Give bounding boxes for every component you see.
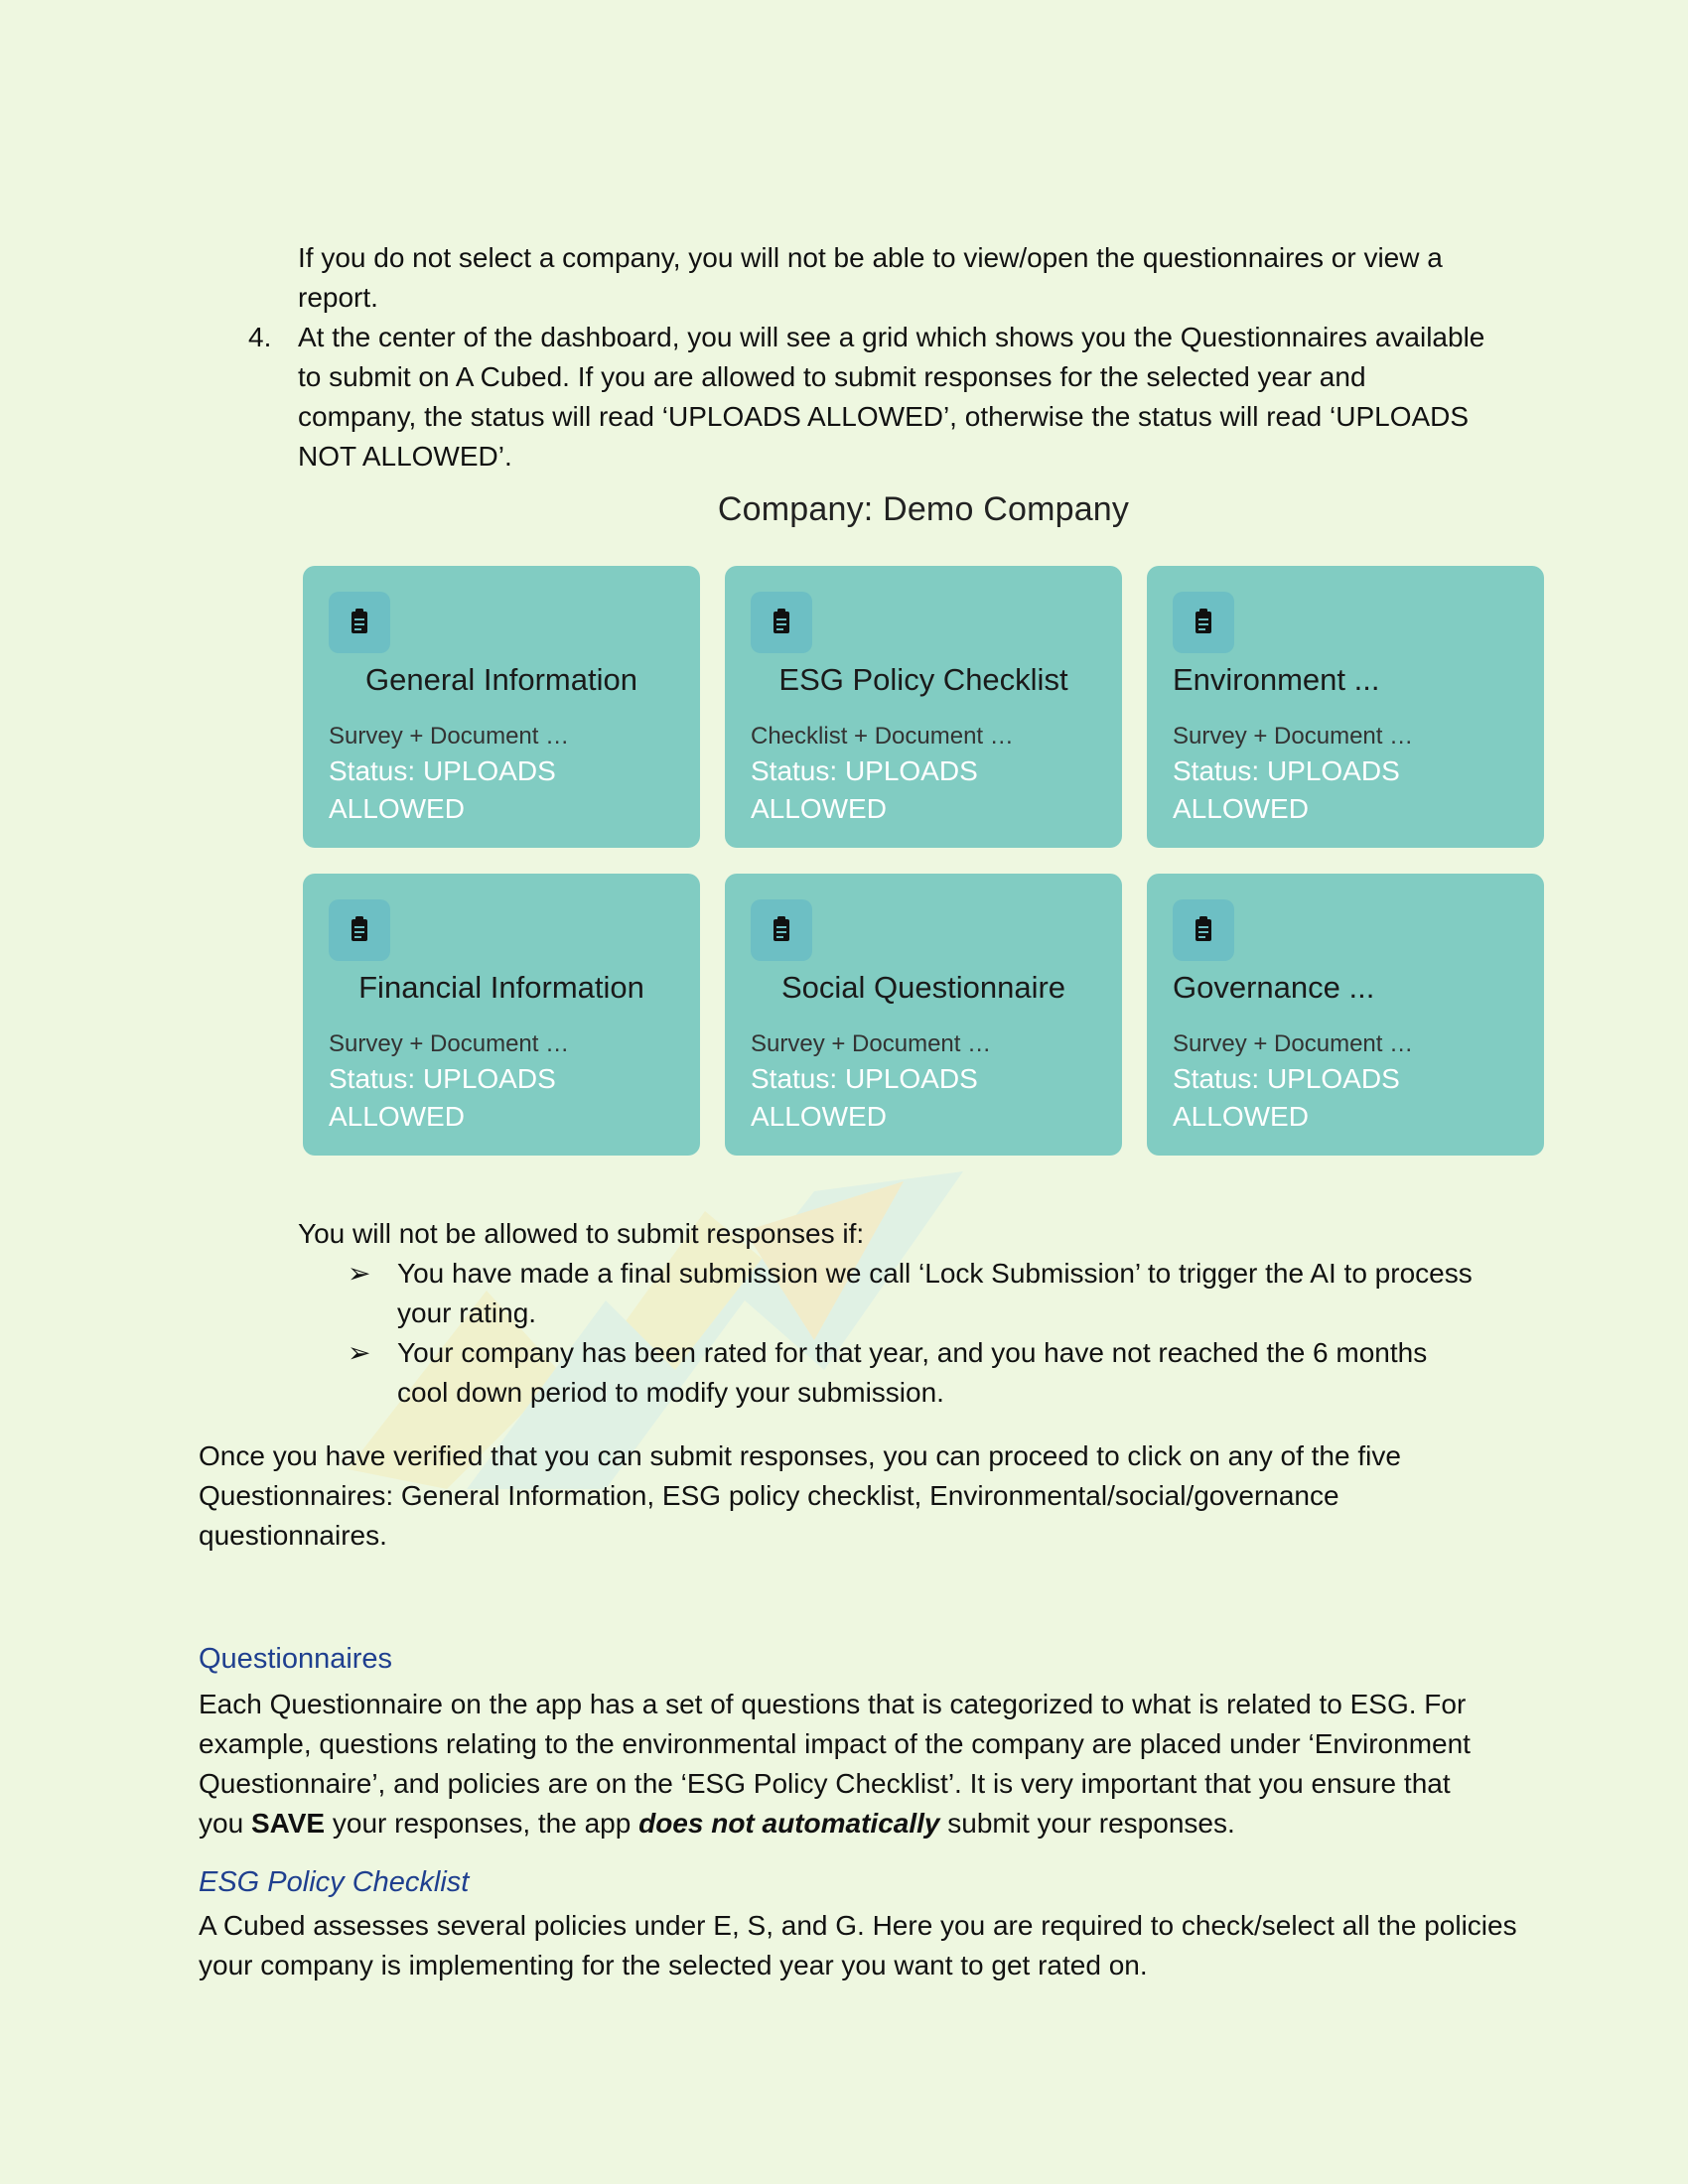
- item4-line-1: At the center of the dashboard, you will see a grid which shows you the Questionnaires available: [298, 322, 1485, 352]
- questionnaires-line-4: [199, 1804, 1235, 1843]
- card-status-line-2: ALLOWED: [751, 793, 887, 824]
- card-status: [1173, 1060, 1471, 1136]
- clipboard-icon: [1173, 592, 1234, 653]
- card-status-line-2: ALLOWED: [329, 793, 465, 824]
- bullet-arrow-icon: ➢: [348, 1337, 371, 1368]
- esg-checklist-line-1: A Cubed assesses several policies under E, S, and G. Here you are required to check/select all the policies: [199, 1910, 1517, 1941]
- card-status: [751, 752, 1049, 828]
- card-title: Financial Information: [358, 970, 644, 1005]
- item4-line-4: NOT ALLOWED’.: [298, 441, 512, 472]
- list-number-4: 4.: [248, 322, 272, 352]
- verified-line-1: Once you have verified that you can submit responses, you can proceed to click on any of the five: [199, 1440, 1401, 1471]
- questionnaire-card-esg-policy-checklist[interactable]: [725, 566, 1122, 848]
- card-status-line-2: ALLOWED: [1173, 1101, 1309, 1132]
- text-segment: you: [199, 1808, 251, 1839]
- questionnaires-heading: Questionnaires: [199, 1643, 393, 1675]
- card-type: Survey + Document …: [751, 1030, 992, 1057]
- card-type: Survey + Document …: [1173, 1030, 1414, 1057]
- text-segment: submit your responses.: [939, 1808, 1235, 1839]
- verified-line-2: Questionnaires: General Information, ESG policy checklist, Environmental/social/governance: [199, 1480, 1339, 1511]
- questionnaire-card-general-information[interactable]: [303, 566, 700, 848]
- questionnaires-line-3: Questionnaire’, and policies are on the ‘ESG Policy Checklist’. It is very important that you ensure that: [199, 1768, 1451, 1799]
- esg-checklist-line-2: your company is implementing for the selected year you want to get rated on.: [199, 1950, 1148, 1980]
- item4-line-3: company, the status will read ‘UPLOADS ALLOWED’, otherwise the status will read ‘UPLOADS: [298, 401, 1470, 432]
- clipboard-icon: [329, 592, 390, 653]
- restrictions-intro: You will not be allowed to submit responses if:: [298, 1218, 865, 1249]
- questionnaire-card-governance[interactable]: [1147, 874, 1544, 1156]
- card-title: Social Questionnaire: [780, 970, 1066, 1005]
- questionnaire-card-financial-information[interactable]: [303, 874, 700, 1156]
- restriction-1-line-2: your rating.: [397, 1297, 537, 1328]
- card-status-line-1: Status: UPLOADS: [1173, 1063, 1400, 1094]
- card-title: Environment ...: [1173, 662, 1380, 697]
- card-status: [1173, 752, 1471, 828]
- clipboard-icon: [751, 592, 812, 653]
- card-title: General Information: [365, 662, 637, 697]
- card-status-line-1: Status: UPLOADS: [1173, 755, 1400, 786]
- card-status-line-2: ALLOWED: [329, 1101, 465, 1132]
- questionnaire-card-environment[interactable]: [1147, 566, 1544, 848]
- restriction-1-line-1: You have made a final submission we call ‘Lock Submission’ to trigger the AI to process: [397, 1258, 1473, 1289]
- clipboard-icon: [751, 899, 812, 961]
- card-status-line-1: Status: UPLOADS: [329, 755, 556, 786]
- card-title: Governance ...: [1173, 970, 1375, 1005]
- card-status-line-1: Status: UPLOADS: [751, 755, 978, 786]
- card-title: ESG Policy Checklist: [778, 662, 1068, 697]
- clipboard-icon: [329, 899, 390, 961]
- verified-line-3: questionnaires.: [199, 1520, 387, 1551]
- card-status-line-2: ALLOWED: [1173, 793, 1309, 824]
- card-type: Survey + Document …: [329, 723, 570, 750]
- save-emphasis: SAVE: [250, 1808, 326, 1839]
- card-type: Survey + Document …: [329, 1030, 570, 1057]
- card-status-line-1: Status: UPLOADS: [329, 1063, 556, 1094]
- intro-line-1: If you do not select a company, you will not be able to view/open the questionnaires or view a: [298, 242, 1443, 273]
- esg-checklist-heading: ESG Policy Checklist: [199, 1866, 470, 1898]
- text-segment: your responses, the app: [325, 1808, 639, 1839]
- clipboard-icon: [1173, 899, 1234, 961]
- restriction-2-line-1: Your company has been rated for that year, and you have not reached the 6 months: [397, 1337, 1428, 1368]
- not-automatic-emphasis: does not automatically: [638, 1808, 940, 1839]
- card-status-line-1: Status: UPLOADS: [751, 1063, 978, 1094]
- card-status: [329, 752, 627, 828]
- card-status: [751, 1060, 1049, 1136]
- company-title: Company: Demo Company: [717, 490, 1130, 528]
- card-type: Survey + Document …: [1173, 723, 1414, 750]
- card-status-line-2: ALLOWED: [751, 1101, 887, 1132]
- intro-line-2: report.: [298, 282, 378, 313]
- bullet-arrow-icon: ➢: [348, 1258, 371, 1289]
- questionnaires-line-2: example, questions relating to the environmental impact of the company are placed under ‘Environment: [199, 1728, 1471, 1759]
- card-status: [329, 1060, 627, 1136]
- card-type: Checklist + Document …: [751, 723, 1014, 750]
- item4-line-2: to submit on A Cubed. If you are allowed to submit responses for the selected year and: [298, 361, 1366, 392]
- questionnaire-card-social-questionnaire[interactable]: [725, 874, 1122, 1156]
- questionnaires-line-1: Each Questionnaire on the app has a set of questions that is categorized to what is related to ESG. For: [199, 1689, 1467, 1719]
- restriction-2-line-2: cool down period to modify your submission.: [397, 1377, 944, 1408]
